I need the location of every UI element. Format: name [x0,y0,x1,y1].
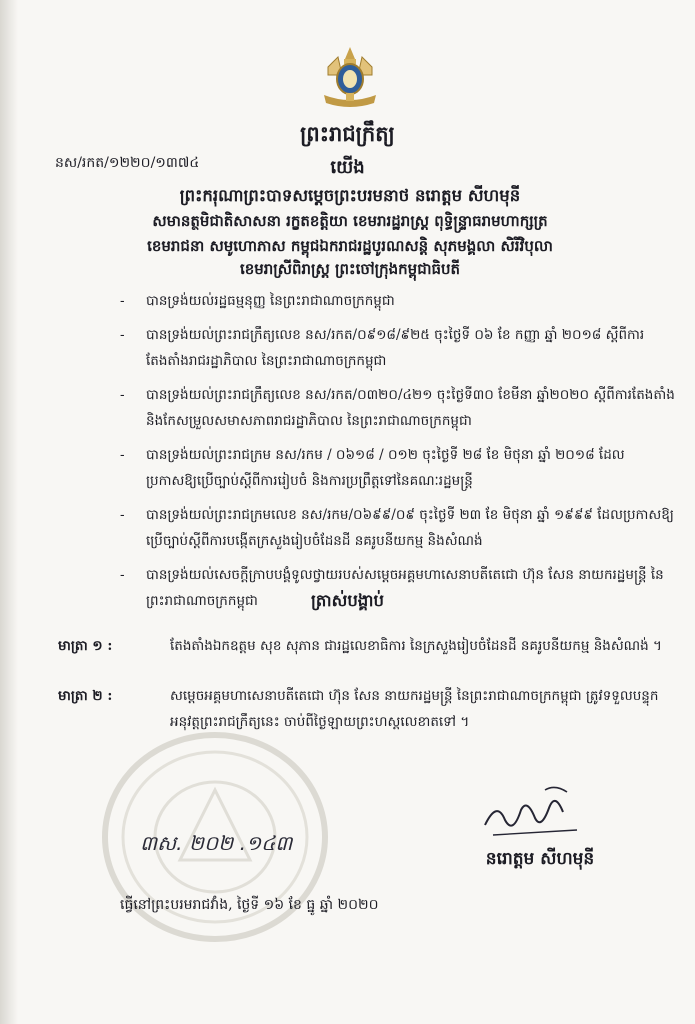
section-title: ត្រាស់បង្គាប់ [311,591,384,610]
preamble-item: - បានទ្រង់យល់ព្រះរាជក្រឹត្យលេខ នស/រកត/០៩១៨/៩២៥ ចុះថ្ងៃទី ០៦ ខែ កញ្ញា ឆ្នាំ ២០១៨ ស្តីពីការតែងតាំងរាជរដ្ឋាភិបាល នៃព្រះរាជាណាចក្រកម្ពុជា [120,327,645,369]
handwritten-date: ៣ស. ២០២ .១៤៣ [140,831,293,855]
preamble-text: បានទ្រង់យល់ព្រះរាជក្រមលេខ នស/រកម/០៦៩៩/០៩ ចុះថ្ងៃទី ២៣ ខែ មិថុនា ឆ្នាំ ១៩៩៩ ដែលប្រកាសឱ្យប្រើច្បាប់ស្តីពីការបង្កើតក្រសួងរៀបចំដែនដី នគរូបនីយកម្ម និងសំណង់ [146,507,674,549]
decree-title: ព្រះរាជក្រឹត្យ [300,121,395,146]
royal-title-line-1: ព្រះករុណាព្រះបាទសម្តេចព្រះបរមនាថ នរោត្តម សីហមុនី [179,186,521,205]
preamble-text: បានទ្រង់យល់ព្រះរាជក្រឹត្យលេខ នស/រកត/០៣២០/៤២១ ចុះថ្ងៃទី៣០ ខែមីនា ឆ្នាំ២០២០ ស្តីពីការតែងតាំង និងកែសម្រួលសមាសភាពរាជរដ្ឋាភិបាល នៃព្រះរាជាណាចក្រកម្ពុជា [146,387,675,429]
royal-title-line-3: ខេមរាជនា សមូហោភាស កម្ពុជឯករាជរដ្ឋបូរណសន្តិ សុភមង្គលា សិរីវិបុលា [147,237,553,255]
preamble-text: បានទ្រង់យល់ព្រះរាជក្រម នស/រកម / ០៦១៨ / ០១២ ចុះថ្ងៃទី ២៨ ខែ មិថុនា ឆ្នាំ ២០១៨ ដែលប្រកាសឱ្យប្រើច្បាប់ស្តីពីការរៀបចំ និងការប្រព្រឹត្តទៅនៃគណៈរដ្ឋមន្ត្រី [146,447,625,489]
decree-subtitle: យើង [330,157,365,178]
article-label: មាត្រា ១ : [58,638,113,654]
article-1 [58,633,678,659]
article-text: តែងតាំងឯកឧត្តម សុខ សុភាន ជារដ្ឋលេខាធិការ នៃក្រសួងរៀបចំដែនដី នគរូបនីយកម្ម និងសំណង់ ។ [170,638,662,654]
preamble-item: - បានទ្រង់យល់ព្រះរាជក្រឹត្យលេខ នស/រកត/០៣២០/៤២១ ចុះថ្ងៃទី៣០ ខែមីនា ឆ្នាំ២០២០ ស្តីពីការតែងតាំង និងកែសម្រួលសមាសភាពរាជរដ្ឋាភិបាល នៃព្រះរាជាណាចក្រកម្ពុជា [120,387,675,429]
preamble-item: - បានទ្រង់យល់ព្រះរាជក្រម នស/រកម / ០៦១៨ / ០១២ ចុះថ្ងៃទី ២៨ ខែ មិថុនា ឆ្នាំ ២០១៨ ដែលប្រកាសឱ្យប្រើច្បាប់ស្តីពីការរៀបចំ និងការប្រព្រឹត្តទៅនៃគណៈរដ្ឋមន្ត្រី [120,447,625,489]
preamble-item: - បានទ្រង់យល់សេចក្តីក្រាបបង្គំទូលថ្វាយរបស់សម្តេចអគ្គមហាសេនាបតីតេជោ ហ៊ុន សែន នាយករដ្ឋមន្ត្រី នៃព្រះរាជាណាចក្រកម្ពុជា [120,567,664,609]
royal-emblem-icon [318,45,382,111]
place-and-date: ធ្វើនៅព្រះបរមរាជវាំង, ថ្ងៃទី ១៦ ខែ ធ្នូ ឆ្នាំ ២០២០ [120,897,379,913]
royal-title-line-2: សមានត្ថមិជាតិសាសនា រក្ខតខត្តិយា ខេមរារដ្ឋរាស្ត្រ ពុទ្ធិន្ទ្រាធរាមហាក្សត្រ [152,212,548,230]
page-shadow [0,0,18,1024]
signer-name: នរោត្តម សីហមុនី [485,849,595,869]
preamble-list [120,288,675,622]
signature-icon [475,780,585,845]
article-label: មាត្រា ២ : [58,688,113,704]
decree-number: នស/រកត/១២២០/១៣៧៤ [55,155,200,171]
preamble-text: បានទ្រង់យល់ព្រះរាជក្រឹត្យលេខ នស/រកត/០៩១៨/៩២៥ ចុះថ្ងៃទី ០៦ ខែ កញ្ញា ឆ្នាំ ២០១៨ ស្តីពីការតែងតាំងរាជរដ្ឋាភិបាល នៃព្រះរាជាណាចក្រកម្ពុជា [146,327,645,369]
preamble-text: បានទ្រង់យល់សេចក្តីក្រាបបង្គំទូលថ្វាយរបស់សម្តេចអគ្គមហាសេនាបតីតេជោ ហ៊ុន សែន នាយករដ្ឋមន្ត្រី នៃព្រះរាជាណាចក្រកម្ពុជា [146,567,664,609]
article-text: សម្តេចអគ្គមហាសេនាបតីតេជោ ហ៊ុន សែន នាយករដ្ឋមន្ត្រី នៃព្រះរាជាណាចក្រកម្ពុជា ត្រូវទទួលបន្ទុកអនុវត្តព្រះរាជក្រឹត្យនេះ ចាប់ពីថ្ងៃឡាយព្រះហស្តលេខាតទៅ ។ [170,688,659,730]
preamble-item: - បានទ្រង់យល់ព្រះរាជក្រមលេខ នស/រកម/០៦៩៩/០៩ ចុះថ្ងៃទី ២៣ ខែ មិថុនា ឆ្នាំ ១៩៩៩ ដែលប្រកាសឱ្យប្រើច្បាប់ស្តីពីការបង្កើតក្រសួងរៀបចំដែនដី នគរូបនីយកម្ម និងសំណង់ [120,507,674,549]
royal-title-line-4: ខេមរាស្រីពិរាស្ត្រ ព្រះចៅក្រុងកម្ពុជាធិបតី [239,260,461,278]
preamble-item: - បានទ្រង់យល់រដ្ឋធម្មនុញ្ញ នៃព្រះរាជាណាចក្រកម្ពុជា [120,293,395,309]
article-2 [58,683,678,735]
preamble-text: បានទ្រង់យល់រដ្ឋធម្មនុញ្ញ នៃព្រះរាជាណាចក្រកម្ពុជា [146,293,395,309]
